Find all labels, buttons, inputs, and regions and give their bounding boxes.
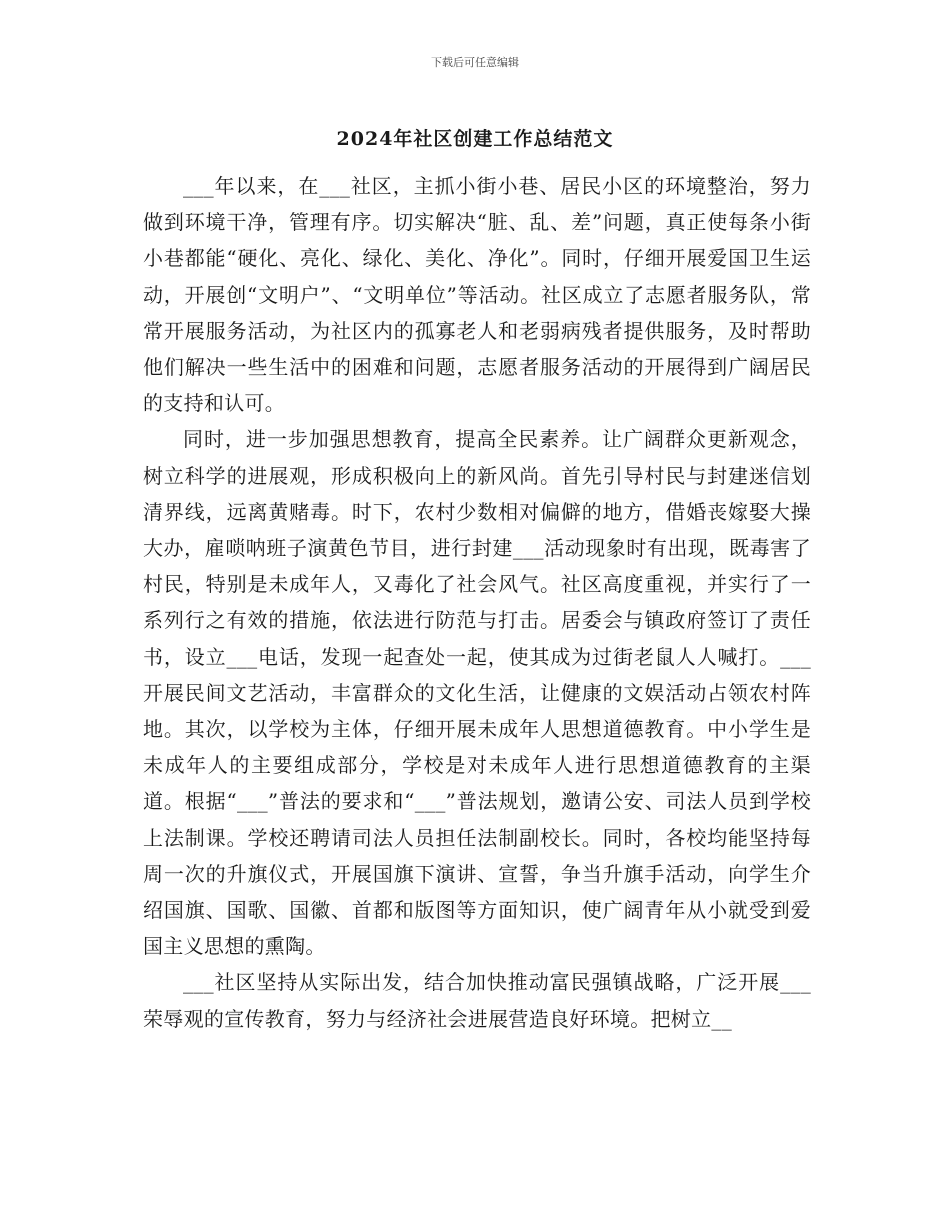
paragraph-1: ___年以来，在___社区，主抓小街小巷、居民小区的环境整治，努力做到环境干净，管理有序。切实解决“脏、乱、差”问题，真正使每条小街小巷都能“硬化、亮化、绿化、美化、净化”。同时，仔细开展爱国卫生运动，开展创“文明户”、“文明单位”等活动。社区成立了志愿者服务队，常常开展服务活动，为社区内的孤寡老人和老弱病残者提供服务，及时帮助他们解决一些生活中的困难和问题，志愿者服务活动的开展得到广阔居民的支持和认可。 — [143, 174, 811, 416]
document-body — [143, 168, 811, 1037]
document-title: 2024年社区创建工作总结范文 — [336, 128, 614, 150]
header-note: 下载后可任意编辑 — [431, 56, 519, 69]
paragraph-3: ___社区坚持从实际出发，结合加快推动富民强镇战略，广泛开展___荣辱观的宣传教育，努力与经济社会进展营造良好环境。把树立__ — [143, 970, 811, 1031]
paragraph-2: 同时，进一步加强思想教育，提高全民素养。让广阔群众更新观念，树立科学的进展观，形成积极向上的新风尚。首先引导村民与封建迷信划清界线，远离黄赌毒。时下，农村少数相对偏僻的地方，借婚丧嫁娶大操大办，雇唢呐班子演黄色节目，进行封建___活动现象时有出现，既毒害了村民，特别是未成年人，又毒化了社会风气。社区高度重视，并实行了一系列行之有效的措施，依法进行防范与打击。居委会与镇政府签订了责任书，设立___电话，发现一起查处一起，使其成为过街老鼠人人喊打。___开展民间文艺活动，丰富群众的文化生活，让健康的文娱活动占领农村阵地。其次，以学校为主体，仔细开展未成年人思想道德教育。中小学生是未成年人的主要组成部分，学校是对未成年人进行思想道德教育的主渠道。根据“___”普法的要求和“___”普法规划，邀请公安、司法人员到学校上法制课。学校还聘请司法人员担任法制副校长。同时，各校均能坚持每周一次的升旗仪式，开展国旗下演讲、宣誓，争当升旗手活动，向学生介绍国旗、国歌、国徽、首都和版图等方面知识，使广阔青年从小就受到爱国主义思想的熏陶。 — [143, 427, 811, 959]
